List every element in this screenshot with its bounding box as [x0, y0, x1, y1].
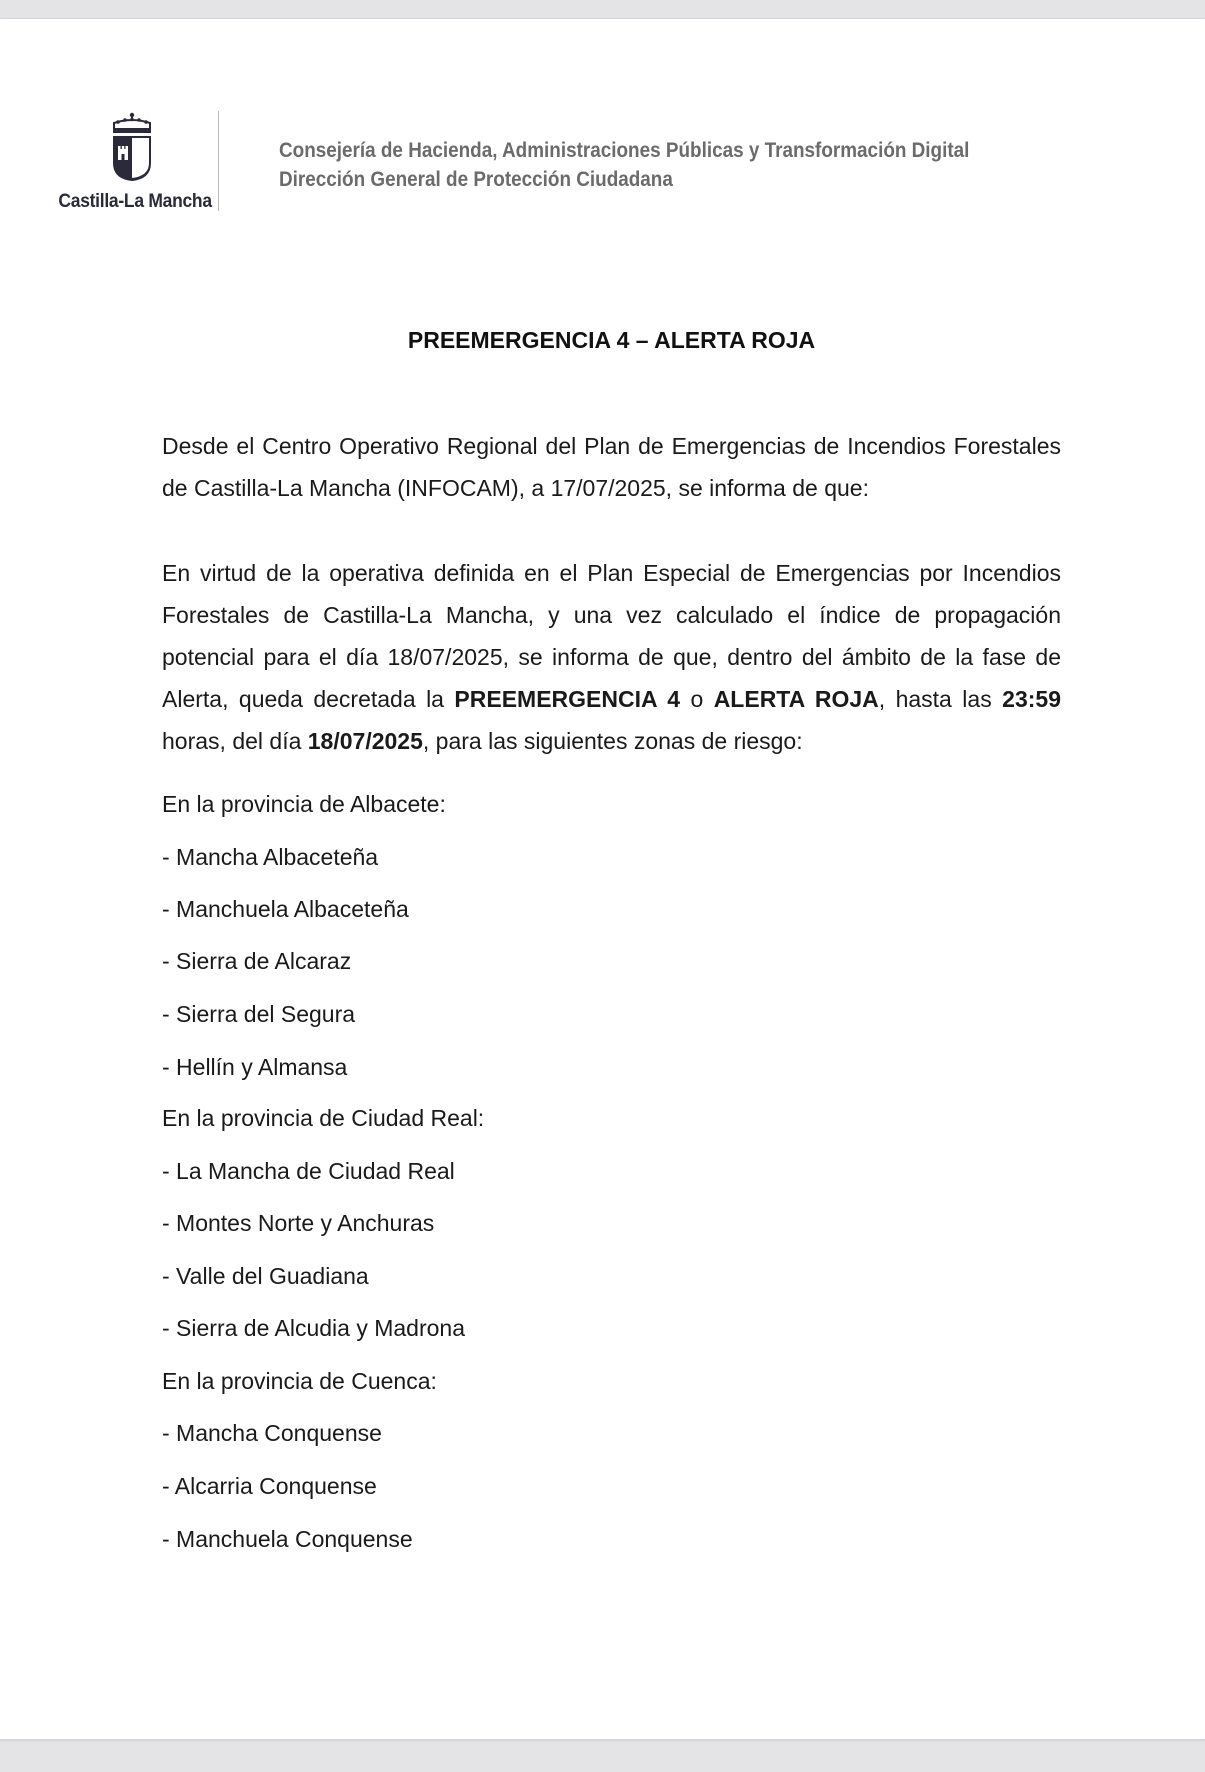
- header-divider: [218, 111, 219, 211]
- list-item: - Manchuela Conquense: [162, 1526, 413, 1552]
- decree-text-a: En virtud de la operativa definida en el Plan Especial de Emergencias por Incendios Forestales de Castilla-La Mancha, y una vez calculado el índice de propagación potencial para el día 18/07/2025, se informa de que, dentro del ámbito de la fase de Alerta, queda decretada la: [162, 560, 1061, 712]
- list-item: - La Mancha de Ciudad Real: [162, 1158, 455, 1184]
- intro-paragraph: Desde el Centro Operativo Regional del Plan de Emergencias de Incendios Forestales de Castilla-La Mancha (INFOCAM), a 17/07/2025, se informa de que:: [162, 433, 1061, 501]
- list-item: - Hellín y Almansa: [162, 1054, 348, 1080]
- directorate-name: Dirección General de Protección Ciudadana: [279, 168, 673, 191]
- province-heading-cuenca: En la provincia de Cuenca:: [162, 1368, 437, 1394]
- list-item: - Sierra de Alcaraz: [162, 948, 352, 974]
- department-name: Consejería de Hacienda, Administraciones Públicas y Transformación Digital: [279, 139, 970, 162]
- list-item: - Valle del Guadiana: [162, 1263, 369, 1289]
- list-item: - Mancha Albaceteña: [162, 844, 379, 870]
- decree-alert: ALERTA ROJA: [713, 686, 879, 712]
- header-institution: [279, 136, 969, 194]
- decree-level: PREEMERGENCIA 4: [454, 686, 680, 712]
- list-item: - Alcarria Conquense: [162, 1473, 377, 1499]
- decree-paragraph-block: [162, 552, 1061, 762]
- castilla-la-mancha-logo: [52, 111, 212, 213]
- list-item: - Sierra de Alcudia y Madrona: [162, 1315, 465, 1341]
- list-item: - Sierra del Segura: [162, 1001, 356, 1027]
- document-page: [0, 18, 1205, 1740]
- province-heading-albacete: En la provincia de Albacete:: [162, 791, 446, 817]
- document-title: PREEMERGENCIA 4 – ALERTA ROJA: [407, 327, 816, 353]
- decree-paragraph: [162, 552, 1061, 762]
- list-item: - Mancha Conquense: [162, 1420, 382, 1446]
- decree-text-e: , para las siguientes zonas de riesgo:: [422, 728, 803, 754]
- list-item: - Montes Norte y Anchuras: [162, 1210, 435, 1236]
- decree-date: 18/07/2025: [307, 728, 423, 754]
- intro-paragraph-block: [162, 425, 1061, 509]
- decree-text-b: o: [680, 686, 714, 712]
- decree-text-c: , hasta las: [878, 686, 1003, 712]
- logo-text: Castilla-La Mancha: [58, 191, 212, 212]
- decree-hour: 23:59: [1002, 686, 1061, 712]
- coat-of-arms-icon: [108, 111, 156, 183]
- list-item: - Manchuela Albaceteña: [162, 896, 409, 922]
- decree-text-d: horas, del día: [162, 728, 308, 754]
- province-heading-ciudad-real: En la provincia de Ciudad Real:: [162, 1105, 485, 1131]
